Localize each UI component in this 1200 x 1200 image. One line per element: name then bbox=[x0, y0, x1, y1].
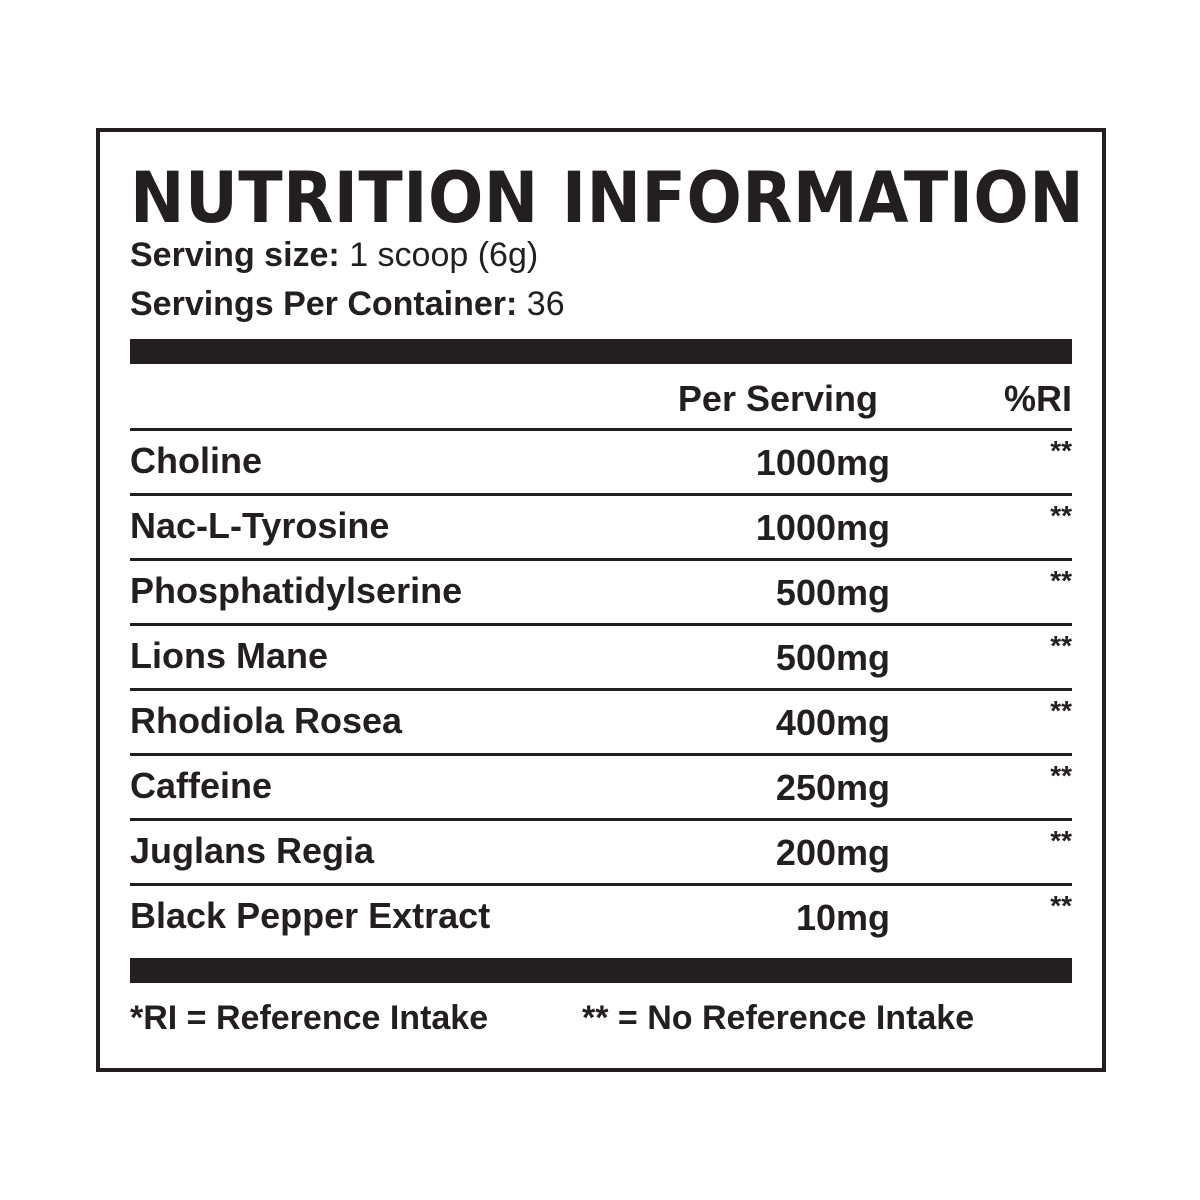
nutrient-amount: 500mg bbox=[775, 572, 890, 613]
nutrient-name: Juglans Regia bbox=[130, 830, 375, 871]
nutrient-amount: 10mg bbox=[795, 897, 890, 938]
serving-size-value: 1 scoop (6g) bbox=[349, 236, 539, 274]
nutrient-amount: 250mg bbox=[775, 767, 890, 808]
nutrient-name: Lions Mane bbox=[130, 635, 329, 676]
nutrient-ri: ** bbox=[1050, 565, 1072, 596]
servings-per-container bbox=[130, 284, 565, 324]
nutrient-name: Phosphatidylserine bbox=[130, 570, 463, 611]
footnote-no-ri-definition: ** = No Reference Intake bbox=[582, 999, 975, 1037]
nutrient-ri: ** bbox=[1050, 695, 1072, 726]
column-header-per-serving: Per Serving bbox=[677, 378, 878, 419]
nutrient-amount: 400mg bbox=[775, 702, 890, 743]
nutrient-ri: ** bbox=[1050, 500, 1072, 531]
table-row bbox=[130, 431, 1072, 493]
table-row bbox=[130, 691, 1072, 753]
column-header-ri: %RI bbox=[1003, 378, 1072, 419]
nutrient-amount: 500mg bbox=[775, 637, 890, 678]
servings-per-container-value: 36 bbox=[526, 285, 565, 323]
footnote-ri-definition: *RI = Reference Intake bbox=[130, 999, 489, 1037]
nutrient-ri: ** bbox=[1050, 760, 1072, 791]
nutrient-amount: 200mg bbox=[775, 832, 890, 873]
nutrient-amount: 1000mg bbox=[755, 507, 890, 548]
serving-size-label: Serving size: bbox=[130, 236, 340, 274]
nutrient-ri: ** bbox=[1050, 825, 1072, 856]
servings-per-container-label: Servings Per Container: bbox=[130, 285, 518, 323]
nutrient-name: Black Pepper Extract bbox=[130, 895, 491, 936]
nutrient-ri: ** bbox=[1050, 630, 1072, 661]
bottom-divider-bar bbox=[130, 958, 1072, 983]
nutrient-amount: 1000mg bbox=[755, 442, 890, 483]
serving-size bbox=[130, 235, 538, 275]
table-row bbox=[130, 561, 1072, 623]
nutrient-ri: ** bbox=[1050, 435, 1072, 466]
nutrient-name: Choline bbox=[130, 440, 262, 481]
nutrition-label bbox=[96, 128, 1106, 1072]
table-row bbox=[130, 886, 1072, 948]
nutrient-ri: ** bbox=[1050, 890, 1072, 921]
table-row bbox=[130, 821, 1072, 883]
label-title: NUTRITION INFORMATION bbox=[130, 157, 1085, 239]
top-divider-bar bbox=[130, 339, 1072, 364]
table-row bbox=[130, 496, 1072, 558]
nutrient-name: Nac-L-Tyrosine bbox=[130, 505, 390, 546]
nutrient-name: Rhodiola Rosea bbox=[130, 700, 403, 741]
table-row bbox=[130, 756, 1072, 818]
table-row bbox=[130, 626, 1072, 688]
nutrient-name: Caffeine bbox=[130, 765, 273, 806]
